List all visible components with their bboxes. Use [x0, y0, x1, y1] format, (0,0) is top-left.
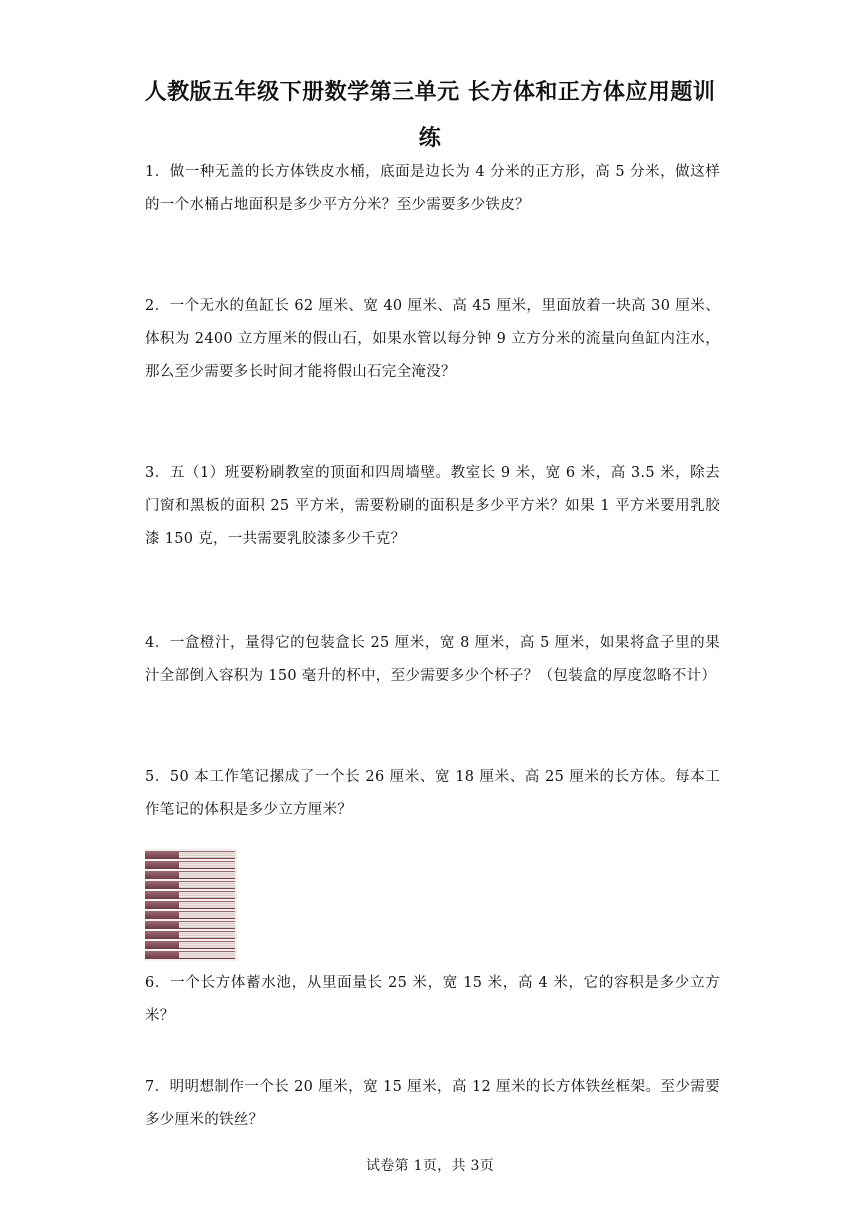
question-6: 6．一个长方体蓄水池，从里面量长 25 米，宽 15 米，高 4 米，它的容积是多少立方米？	[145, 975, 720, 1024]
page-footer: 试卷第 1页，共 3页	[365, 1158, 494, 1174]
notebook	[145, 901, 235, 911]
notebook	[145, 911, 235, 921]
question-5: 5．50 本工作笔记摞成了一个长 26 厘米、宽 18 厘米、高 25 厘米的长方体。每本工作笔记的体积是多少立方厘米？	[145, 769, 720, 818]
question-2: 2．一个无水的鱼缸长 62 厘米、宽 40 厘米、高 45 厘米，里面放着一块高 30 厘米、体积为 2400 立方厘米的假山石，如果水管以每分钟 9 立方分米的流量向鱼缸内注水，那么至少需要多长时间才能将假山石完全淹没？	[145, 298, 720, 380]
question-1: 1．做一种无盖的长方体铁皮水桶，底面是边长为 4 分米的正方形，高 5 分米，做这样的一个水桶占地面积是多少平方分米？至少需要多少铁皮？	[145, 164, 720, 213]
notebook	[145, 951, 235, 961]
notebook	[145, 941, 235, 951]
stacked-notebooks-image	[145, 849, 237, 961]
notebook	[145, 851, 235, 861]
question-7: 7．明明想制作一个长 20 厘米，宽 15 厘米，高 12 厘米的长方体铁丝框架。至少需要多少厘米的铁丝？	[145, 1079, 720, 1128]
notebook	[145, 881, 235, 891]
notebook	[145, 931, 235, 941]
document-title: 人教版五年级下册数学第三单元 长方体和正方体应用题训练	[144, 80, 716, 151]
notebook	[145, 871, 235, 881]
notebook	[145, 891, 235, 901]
notebook	[145, 861, 235, 871]
question-3: 3．五（1）班要粉刷教室的顶面和四周墙壁。教室长 9 米，宽 6 米，高 3.5 米，除去门窗和黑板的面积 25 平方米，需要粉刷的面积是多少平方米？如果 1 平方米要用乳胶漆 150 克，一共需要乳胶漆多少千克？	[145, 465, 720, 547]
question-4: 4．一盒橙汁，量得它的包装盒长 25 厘米，宽 8 厘米，高 5 厘米，如果将盒子里的果汁全部倒入容积为 150 毫升的杯中，至少需要多少个杯子？（包装盒的厚度忽略不计）	[145, 635, 720, 684]
notebook	[145, 921, 235, 931]
